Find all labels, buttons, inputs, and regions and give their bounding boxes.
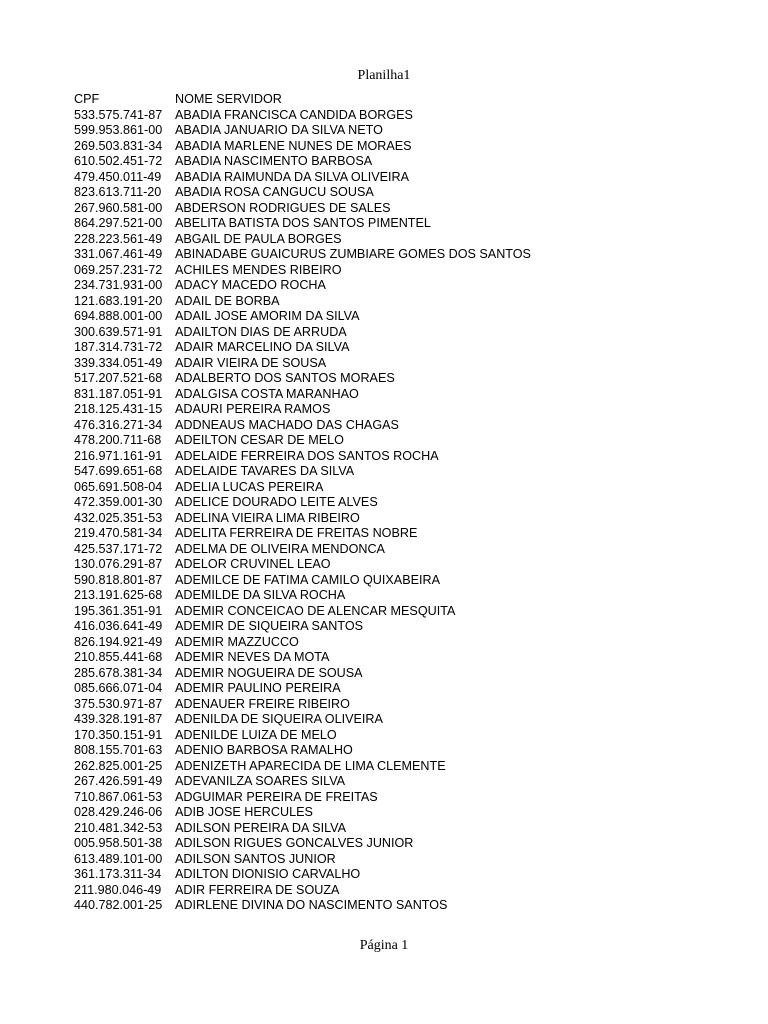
- cpf-cell: 476.316.271-34: [74, 417, 163, 432]
- table-row: [74, 108, 531, 124]
- cpf-cell: 339.334.051-49: [74, 355, 163, 370]
- cpf-cell: 590.818.801-87: [74, 572, 163, 587]
- table-row: [74, 247, 531, 263]
- table-row: [74, 309, 531, 325]
- nome-servidor-cell: ABADIA MARLENE NUNES DE MORAES: [175, 138, 412, 153]
- table-row: [74, 697, 531, 713]
- table-row: [74, 170, 531, 186]
- table-row: [74, 650, 531, 666]
- table-row: [74, 123, 531, 139]
- column-header-nome: NOME SERVIDOR: [175, 92, 282, 106]
- cpf-cell: 439.328.191-87: [74, 712, 163, 726]
- table-row: [74, 294, 531, 310]
- nome-servidor-cell: ABGAIL DE PAULA BORGES: [175, 231, 342, 246]
- nome-servidor-cell: ADILSON SANTOS JUNIOR: [175, 851, 336, 866]
- table-row: [74, 898, 531, 914]
- nome-servidor-cell: ADELIA LUCAS PEREIRA: [175, 479, 324, 494]
- cpf-cell: 211.980.046-49: [74, 882, 162, 897]
- table-row: [74, 883, 531, 899]
- table-row: [74, 867, 531, 883]
- cpf-cell: 065.691.508-04: [74, 479, 163, 494]
- cpf-cell: 547.699.651-68: [74, 464, 163, 478]
- cpf-cell: 300.639.571-91: [74, 324, 163, 339]
- table-row: [74, 433, 531, 449]
- nome-servidor-cell: ADEMIR PAULINO PEREIRA: [175, 681, 341, 695]
- cpf-cell: 228.223.561-49: [74, 231, 163, 246]
- nome-servidor-cell: ABELITA BATISTA DOS SANTOS PIMENTEL: [175, 216, 431, 230]
- nome-servidor-cell: ADILSON RIGUES GONCALVES JUNIOR: [175, 836, 414, 850]
- nome-servidor-cell: ABADIA NASCIMENTO BARBOSA: [175, 154, 373, 168]
- table-row: [74, 619, 531, 635]
- cpf-cell: 599.953.861-00: [74, 123, 163, 137]
- table-row: [74, 449, 531, 465]
- nome-servidor-cell: ADEVANILZA SOARES SILVA: [175, 774, 346, 788]
- table-row: [74, 666, 531, 682]
- table-row: [74, 340, 531, 356]
- nome-servidor-cell: ADEMIR DE SIQUEIRA SANTOS: [175, 619, 364, 633]
- cpf-cell: 375.530.971-87: [74, 696, 163, 711]
- table-row: [74, 402, 531, 418]
- cpf-cell: 216.971.161-91: [74, 448, 163, 463]
- table-row: [74, 154, 531, 170]
- table-row: [74, 712, 531, 728]
- cpf-cell: 218.125.431-15: [74, 402, 163, 416]
- nome-servidor-cell: ABADIA JANUARIO DA SILVA NETO: [175, 123, 383, 137]
- cpf-cell: 121.683.191-20: [74, 293, 163, 308]
- nome-servidor-cell: ADEILTON CESAR DE MELO: [175, 433, 344, 447]
- nome-servidor-cell: ACHILES MENDES RIBEIRO: [175, 262, 342, 277]
- nome-servidor-cell: ADAIR VIEIRA DE SOUSA: [175, 355, 327, 370]
- table-row: [74, 557, 531, 573]
- nome-servidor-cell: ADENAUER FREIRE RIBEIRO: [175, 696, 350, 711]
- table-row: [74, 588, 531, 604]
- nome-servidor-cell: ADENILDE LUIZA DE MELO: [175, 727, 337, 742]
- nome-servidor-cell: ADIR FERREIRA DE SOUZA: [175, 882, 340, 897]
- nome-servidor-cell: ADEMILCE DE FATIMA CAMILO QUIXABEIRA: [175, 572, 440, 587]
- nome-servidor-cell: ADELICE DOURADO LEITE ALVES: [175, 495, 378, 509]
- nome-servidor-cell: ADENIO BARBOSA RAMALHO: [175, 743, 353, 757]
- nome-servidor-cell: ADENILDA DE SIQUEIRA OLIVEIRA: [175, 712, 383, 726]
- cpf-cell: 262.825.001-25: [74, 758, 163, 773]
- nome-servidor-cell: ADACY MACEDO ROCHA: [175, 278, 326, 292]
- nome-servidor-cell: ADAIL JOSE AMORIM DA SILVA: [175, 309, 360, 323]
- nome-servidor-cell: ADELITA FERREIRA DE FREITAS NOBRE: [175, 526, 418, 540]
- cpf-cell: 808.155.701-63: [74, 743, 163, 757]
- nome-servidor-cell: ADILTON DIONISIO CARVALHO: [175, 867, 361, 881]
- table-row: [74, 852, 531, 868]
- page-number: Página 1: [359, 938, 409, 953]
- cpf-cell: 710.867.061-53: [74, 789, 163, 804]
- nome-servidor-cell: ADDNEAUS MACHADO DAS CHAGAS: [175, 417, 399, 432]
- table-row: [74, 573, 531, 589]
- cpf-cell: 533.575.741-87: [74, 107, 163, 122]
- nome-servidor-cell: ADENIZETH APARECIDA DE LIMA CLEMENTE: [175, 758, 446, 773]
- nome-servidor-cell: ADIB JOSE HERCULES: [175, 805, 313, 819]
- table-row: [74, 743, 531, 759]
- table-row: [74, 635, 531, 651]
- cpf-cell: 479.450.011-49: [74, 169, 162, 184]
- table-row: [74, 774, 531, 790]
- nome-servidor-cell: ADELMA DE OLIVEIRA MENDONCA: [175, 541, 385, 556]
- cpf-cell: 234.731.931-00: [74, 278, 163, 292]
- cpf-cell: 613.489.101-00: [74, 851, 163, 866]
- nome-servidor-cell: ADELAIDE TAVARES DA SILVA: [175, 464, 355, 478]
- cpf-cell: 864.297.521-00: [74, 216, 163, 230]
- cpf-cell: 432.025.351-53: [74, 510, 163, 525]
- nome-servidor-cell: ADEMIR NOGUEIRA DE SOUSA: [175, 665, 363, 680]
- cpf-cell: 472.359.001-30: [74, 495, 163, 509]
- table-row: [74, 542, 531, 558]
- cpf-cell: 823.613.711-20: [74, 185, 162, 199]
- cpf-cell: 361.173.311-34: [74, 867, 162, 881]
- cpf-cell: 331.067.461-49: [74, 247, 163, 261]
- sheet-title: Planilha1: [357, 68, 411, 83]
- cpf-cell: 213.191.625-68: [74, 588, 163, 602]
- table-row: [74, 216, 531, 232]
- table-row: [74, 418, 531, 434]
- cpf-cell: 425.537.171-72: [74, 541, 163, 556]
- cpf-cell: 831.187.051-91: [74, 386, 163, 401]
- table-row: [74, 526, 531, 542]
- nome-servidor-cell: ADILSON PEREIRA DA SILVA: [175, 820, 347, 835]
- nome-servidor-cell: ADAIR MARCELINO DA SILVA: [175, 340, 350, 354]
- table-row: [74, 139, 531, 155]
- cpf-cell: 285.678.381-34: [74, 665, 163, 680]
- cpf-cell: 416.036.641-49: [74, 619, 163, 633]
- table-row: [74, 185, 531, 201]
- table-row: [74, 495, 531, 511]
- table-row: [74, 511, 531, 527]
- table-row: [74, 821, 531, 837]
- nome-servidor-cell: ADELAIDE FERREIRA DOS SANTOS ROCHA: [175, 448, 439, 463]
- table-row: [74, 790, 531, 806]
- table-row: [74, 759, 531, 775]
- cpf-cell: 005.958.501-38: [74, 836, 163, 850]
- table-row: [74, 325, 531, 341]
- nome-servidor-cell: ADELINA VIEIRA LIMA RIBEIRO: [175, 510, 360, 525]
- servidores-table: [74, 92, 531, 914]
- nome-servidor-cell: ADEMIR MAZZUCCO: [175, 634, 299, 649]
- table-row: [74, 480, 531, 496]
- cpf-cell: 069.257.231-72: [74, 262, 163, 277]
- table-body: [74, 108, 531, 914]
- nome-servidor-cell: ADIRLENE DIVINA DO NASCIMENTO SANTOS: [175, 898, 448, 912]
- nome-servidor-cell: ADGUIMAR PEREIRA DE FREITAS: [175, 789, 378, 804]
- table-row: [74, 232, 531, 248]
- nome-servidor-cell: ADEMIR CONCEICAO DE ALENCAR MESQUITA: [175, 603, 456, 618]
- cpf-cell: 267.426.591-49: [74, 774, 163, 788]
- table-header-row: [74, 92, 531, 108]
- cpf-cell: 826.194.921-49: [74, 634, 163, 649]
- cpf-cell: 267.960.581-00: [74, 200, 163, 215]
- cpf-cell: 187.314.731-72: [74, 340, 163, 354]
- table-row: [74, 278, 531, 294]
- table-row: [74, 387, 531, 403]
- nome-servidor-cell: ADALBERTO DOS SANTOS MORAES: [175, 371, 395, 385]
- cpf-cell: 085.666.071-04: [74, 681, 163, 695]
- nome-servidor-cell: ABADIA FRANCISCA CANDIDA BORGES: [175, 107, 413, 122]
- table-row: [74, 805, 531, 821]
- cpf-cell: 440.782.001-25: [74, 898, 163, 912]
- table-row: [74, 464, 531, 480]
- cpf-cell: 210.855.441-68: [74, 650, 163, 664]
- cpf-cell: 269.503.831-34: [74, 138, 163, 153]
- nome-servidor-cell: ADALGISA COSTA MARANHAO: [175, 386, 359, 401]
- cpf-cell: 610.502.451-72: [74, 154, 163, 168]
- cpf-cell: 028.429.246-06: [74, 805, 163, 819]
- cpf-cell: 478.200.711-68: [74, 433, 162, 447]
- cpf-cell: 170.350.151-91: [74, 727, 163, 742]
- cpf-cell: 210.481.342-53: [74, 820, 163, 835]
- nome-servidor-cell: ABADIA ROSA CANGUCU SOUSA: [175, 185, 374, 199]
- table-row: [74, 356, 531, 372]
- nome-servidor-cell: ADAURI PEREIRA RAMOS: [175, 402, 331, 416]
- cpf-cell: 130.076.291-87: [74, 557, 163, 571]
- cpf-cell: 517.207.521-68: [74, 371, 163, 385]
- table-row: [74, 371, 531, 387]
- nome-servidor-cell: ABDERSON RODRIGUES DE SALES: [175, 200, 391, 215]
- table-row: [74, 604, 531, 620]
- table-row: [74, 836, 531, 852]
- nome-servidor-cell: ADAIL DE BORBA: [175, 293, 280, 308]
- table-row: [74, 681, 531, 697]
- nome-servidor-cell: ABINADABE GUAICURUS ZUMBIARE GOMES DOS SANTOS: [175, 247, 531, 261]
- nome-servidor-cell: ADELOR CRUVINEL LEAO: [175, 557, 331, 571]
- nome-servidor-cell: ADAILTON DIAS DE ARRUDA: [175, 324, 347, 339]
- table-row: [74, 263, 531, 279]
- column-header-cpf: CPF: [74, 92, 100, 106]
- cpf-cell: 694.888.001-00: [74, 309, 163, 323]
- nome-servidor-cell: ADEMILDE DA SILVA ROCHA: [175, 588, 346, 602]
- nome-servidor-cell: ABADIA RAIMUNDA DA SILVA OLIVEIRA: [175, 169, 409, 184]
- cpf-cell: 219.470.581-34: [74, 526, 163, 540]
- table-row: [74, 728, 531, 744]
- table-row: [74, 201, 531, 217]
- nome-servidor-cell: ADEMIR NEVES DA MOTA: [175, 650, 330, 664]
- cpf-cell: 195.361.351-91: [74, 603, 163, 618]
